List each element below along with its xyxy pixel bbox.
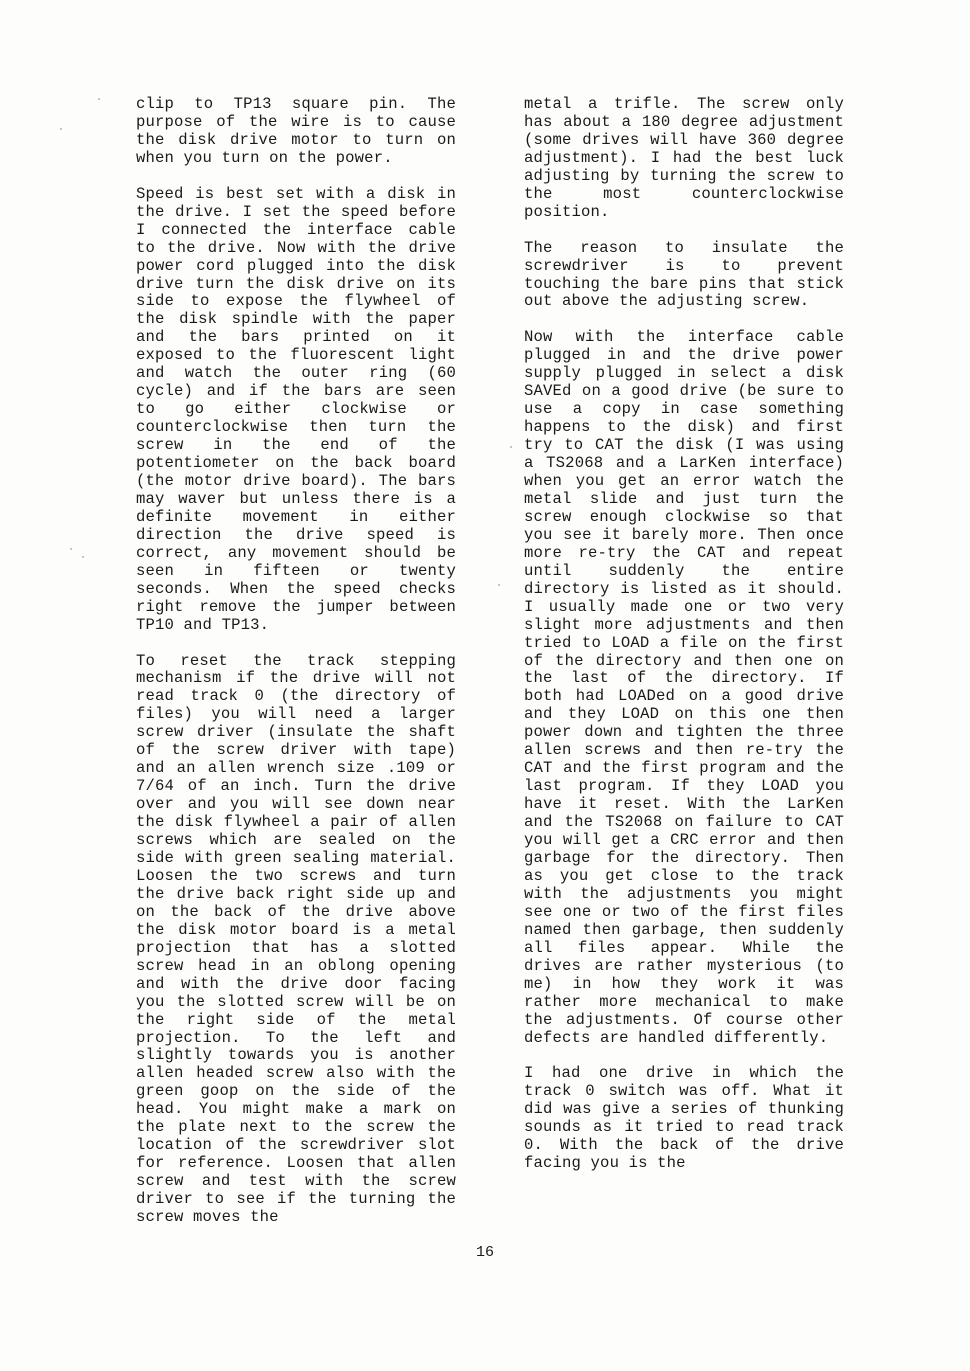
body-paragraph: clip to TP13 square pin. The purpose of the wire is to cause the disk drive motor to turn on when you turn on the power. [136,95,456,167]
left-text-column [136,96,456,1245]
scan-speck [70,548,72,550]
body-paragraph: To reset the track stepping mechanism if the drive will not read track 0 (the directory of files) you will need a larger screw driver (insulate the shaft of the screw driver with tape) and an allen wrench size .109 or 7/64 of an inch. Turn the drive over and you will see down near the disk flywheel a pair of allen screws which are sealed on the side with green sealing material. Loosen the two screws and turn the drive back right side up and on the back of the drive above the disk motor board is a metal projection that has a slotted screw head in an oblong opening and with the drive door facing you the slotted screw will be on the right side of the metal projection. To the left and slightly towards you is another allen headed screw also with the green goop on the side of the head. You might make a mark on the plate next to the screw the location of the screwdriver slot for reference. Loosen that allen screw and test with the screw driver to see if the turning the screw moves the [136,651,456,1227]
scan-speck [510,446,512,448]
body-paragraph: Now with the interface cable plugged in and the drive power supply plugged in select a disk SAVEd on a good drive (be sure to use a copy in case something happens to the disk) and first try to CAT the disk (I was using a TS2068 and a LarKen interface) when you get an error watch the metal slide and just turn the screw enough clockwise so that you see it barely more. Then once more re-try the CAT and repeat until suddenly the entire directory is listed as it should. I usually made one or two very slight more adjustments and then tried to LOAD a file on the first of the directory and then one on the last of the directory. If both had LOADed on a good drive and they LOAD on this one then power down and tighten the three allen screws and then re-try the CAT and the first program and the last program. If they LOAD you have it reset. With the LarKen and the TS2068 on failure to CAT you will get a CRC error and then garbage for the directory. Then as you get close to the track with the adjustments you might see one or two of the first files named then garbage, then suddenly all files appear. While the drives are rather mysterious (to me) in how they work it was rather more mechanical to make the adjustments. Of course other defects are handled differently. [524,328,844,1047]
body-paragraph: Speed is best set with a disk in the drive. I set the speed before I connected the interface cable to the drive. Now with the drive power cord plugged into the disk drive turn the disk drive on its side to expose the flywheel of the disk spindle with the paper and the bars printed on it exposed to the fluorescent light and watch the outer ring (60 cycle) and if the bars are seen to go either clockwise or counterclockwise then turn the screw in the end of the potentiometer on the back board (the motor drive board). The bars may waver but unless there is a definite movement in either direction the drive speed is correct, any movement should be seen in fifteen or twenty seconds. When the speed checks right remove the jumper between TP10 and TP13. [136,184,456,634]
body-paragraph: I had one drive in which the track 0 switch was off. What it did was give a series of thunking sounds as it tried to read track 0. With the back of the drive facing you is the [524,1064,844,1173]
scan-speck [82,556,84,558]
page-number: 16 [476,1244,495,1261]
body-paragraph: The reason to insulate the screwdriver is to prevent touching the bare pins that stick out above the adjusting screw. [524,238,844,311]
scan-speck [60,128,62,130]
body-paragraph: metal a trifle. The screw only has about a 180 degree adjustment (some drives will have 360 degree adjustment). I had the best luck adjusting by turning the screw to the most counterclockwise position. [524,95,844,221]
right-text-column [524,96,844,1191]
scan-speck [498,584,500,586]
scan-speck [98,98,100,100]
